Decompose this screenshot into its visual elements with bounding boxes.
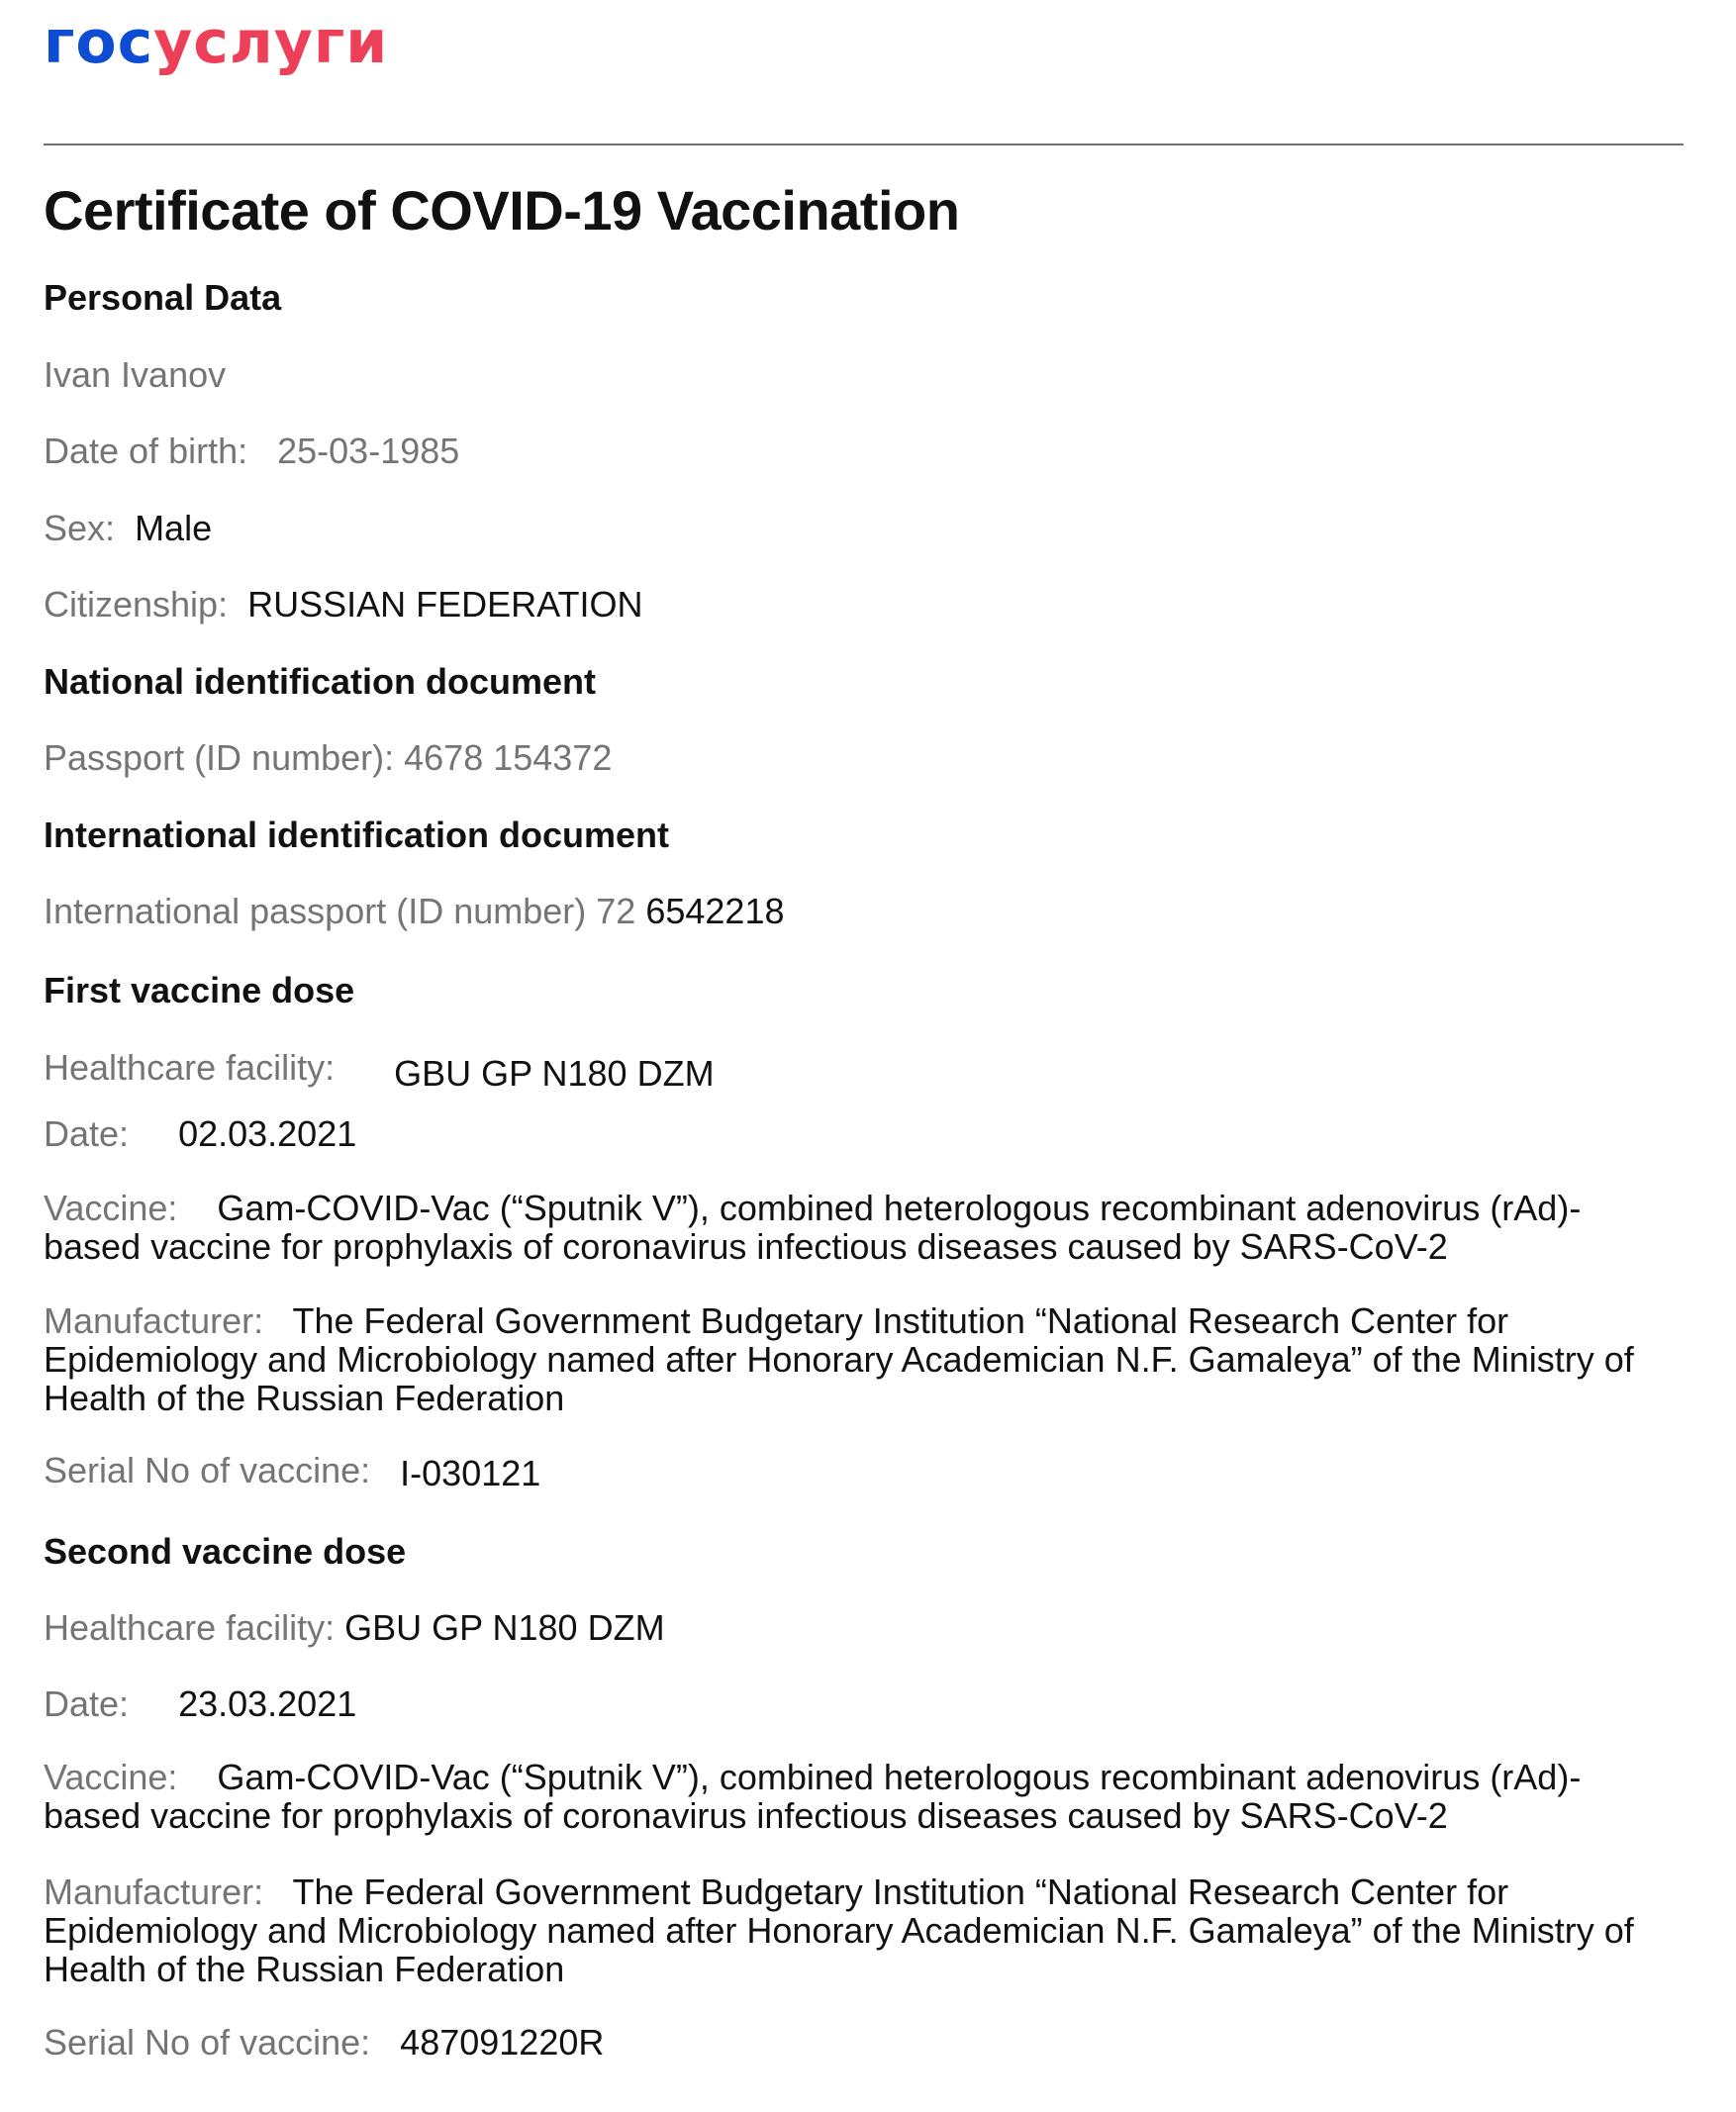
sex-label: Sex: [44,508,116,548]
dose1-facility-label: Healthcare facility: [44,1047,336,1088]
dose2-serial-row [44,2022,604,2064]
full-name-value: Ivan Ivanov [44,354,227,395]
dose2-vaccine-value: Gam-COVID-Vac (“Sputnik V”), combined heterologous recombinant adenovirus (rAd)-based vaccine for prophylaxis of coronavirus infectious diseases caused by SARS-CoV-2 [44,1757,1582,1836]
dose1-serial-value: I-030121 [400,1453,541,1493]
dose1-serial-row [44,1450,540,1491]
dose1-date-label: Date: [44,1113,130,1154]
passport-label: Passport (ID number): [44,737,395,778]
dose2-facility-label: Healthcare facility: [44,1607,336,1648]
certificate-title: Certificate of COVID-19 Vaccination [44,179,960,241]
passport-row [44,737,612,779]
dob-value: 25-03-1985 [277,431,460,471]
header-divider [44,144,1684,145]
international-doc-heading: International identification document [44,815,670,855]
full-name [44,354,226,396]
dob-row [44,431,459,472]
intl-passport-row [44,891,785,932]
logo-part-2: услуги [153,8,389,77]
citizenship-label: Citizenship: [44,584,229,624]
dose2-manufacturer-row [44,1872,1677,1988]
dose1-facility-value: GBU GP N180 DZM [394,1053,715,1094]
citizenship-row [44,584,642,625]
personal-data-heading: Personal Data [44,277,282,318]
sex-row [44,508,212,549]
dose2-serial-label: Serial No of vaccine: [44,2022,371,2063]
dose1-manufacturer-label: Manufacturer: [44,1300,264,1341]
dose2-facility-value: GBU GP N180 DZM [344,1607,665,1648]
sex-value: Male [135,508,213,548]
dose1-date-value: 02.03.2021 [178,1113,357,1154]
national-doc-heading: National identification document [44,661,597,702]
intl-passport-label: International passport (ID number) [44,891,587,931]
dose2-date-row [44,1683,356,1725]
dose2-date-label: Date: [44,1683,130,1724]
dose2-manufacturer-label: Manufacturer: [44,1872,264,1912]
dose2-date-value: 23.03.2021 [178,1683,357,1724]
citizenship-value: RUSSIAN FEDERATION [247,584,643,624]
dose2-manufacturer-value: The Federal Government Budgetary Institution “National Research Center for Epidemiology and Microbiology named after Honorary Academician N.F. Gamaleya” of the Ministry of Health of the Russian Federation [44,1872,1634,1989]
gosuslugi-logo [44,8,388,77]
dose2-vaccine-row [44,1758,1677,1835]
logo-part-1: гос [44,8,154,77]
dose1-vaccine-label: Vaccine: [44,1188,178,1228]
second-dose-heading: Second vaccine dose [44,1531,407,1572]
dose1-serial-label: Serial No of vaccine: [44,1450,371,1490]
intl-passport-number: 6542218 [645,891,785,931]
dose1-facility-row [44,1047,715,1094]
intl-passport-series: 72 [596,891,636,931]
dose1-vaccine-row [44,1189,1677,1266]
dose1-vaccine-value: Gam-COVID-Vac (“Sputnik V”), combined heterologous recombinant adenovirus (rAd)-based vaccine for prophylaxis of coronavirus infectious diseases caused by SARS-CoV-2 [44,1188,1582,1267]
dose1-date-row [44,1113,356,1155]
dob-label: Date of birth: [44,431,248,471]
dose2-vaccine-label: Vaccine: [44,1757,178,1797]
first-dose-heading: First vaccine dose [44,970,355,1010]
dose2-serial-value: 487091220R [400,2022,605,2063]
dose1-manufacturer-row [44,1301,1677,1417]
dose2-facility-row [44,1607,665,1649]
passport-value: 4678 154372 [404,737,613,778]
dose1-manufacturer-value: The Federal Government Budgetary Institution “National Research Center for Epidemiology and Microbiology named after Honorary Academician N.F. Gamaleya” of the Ministry of Health of the Russian Federation [44,1300,1634,1418]
